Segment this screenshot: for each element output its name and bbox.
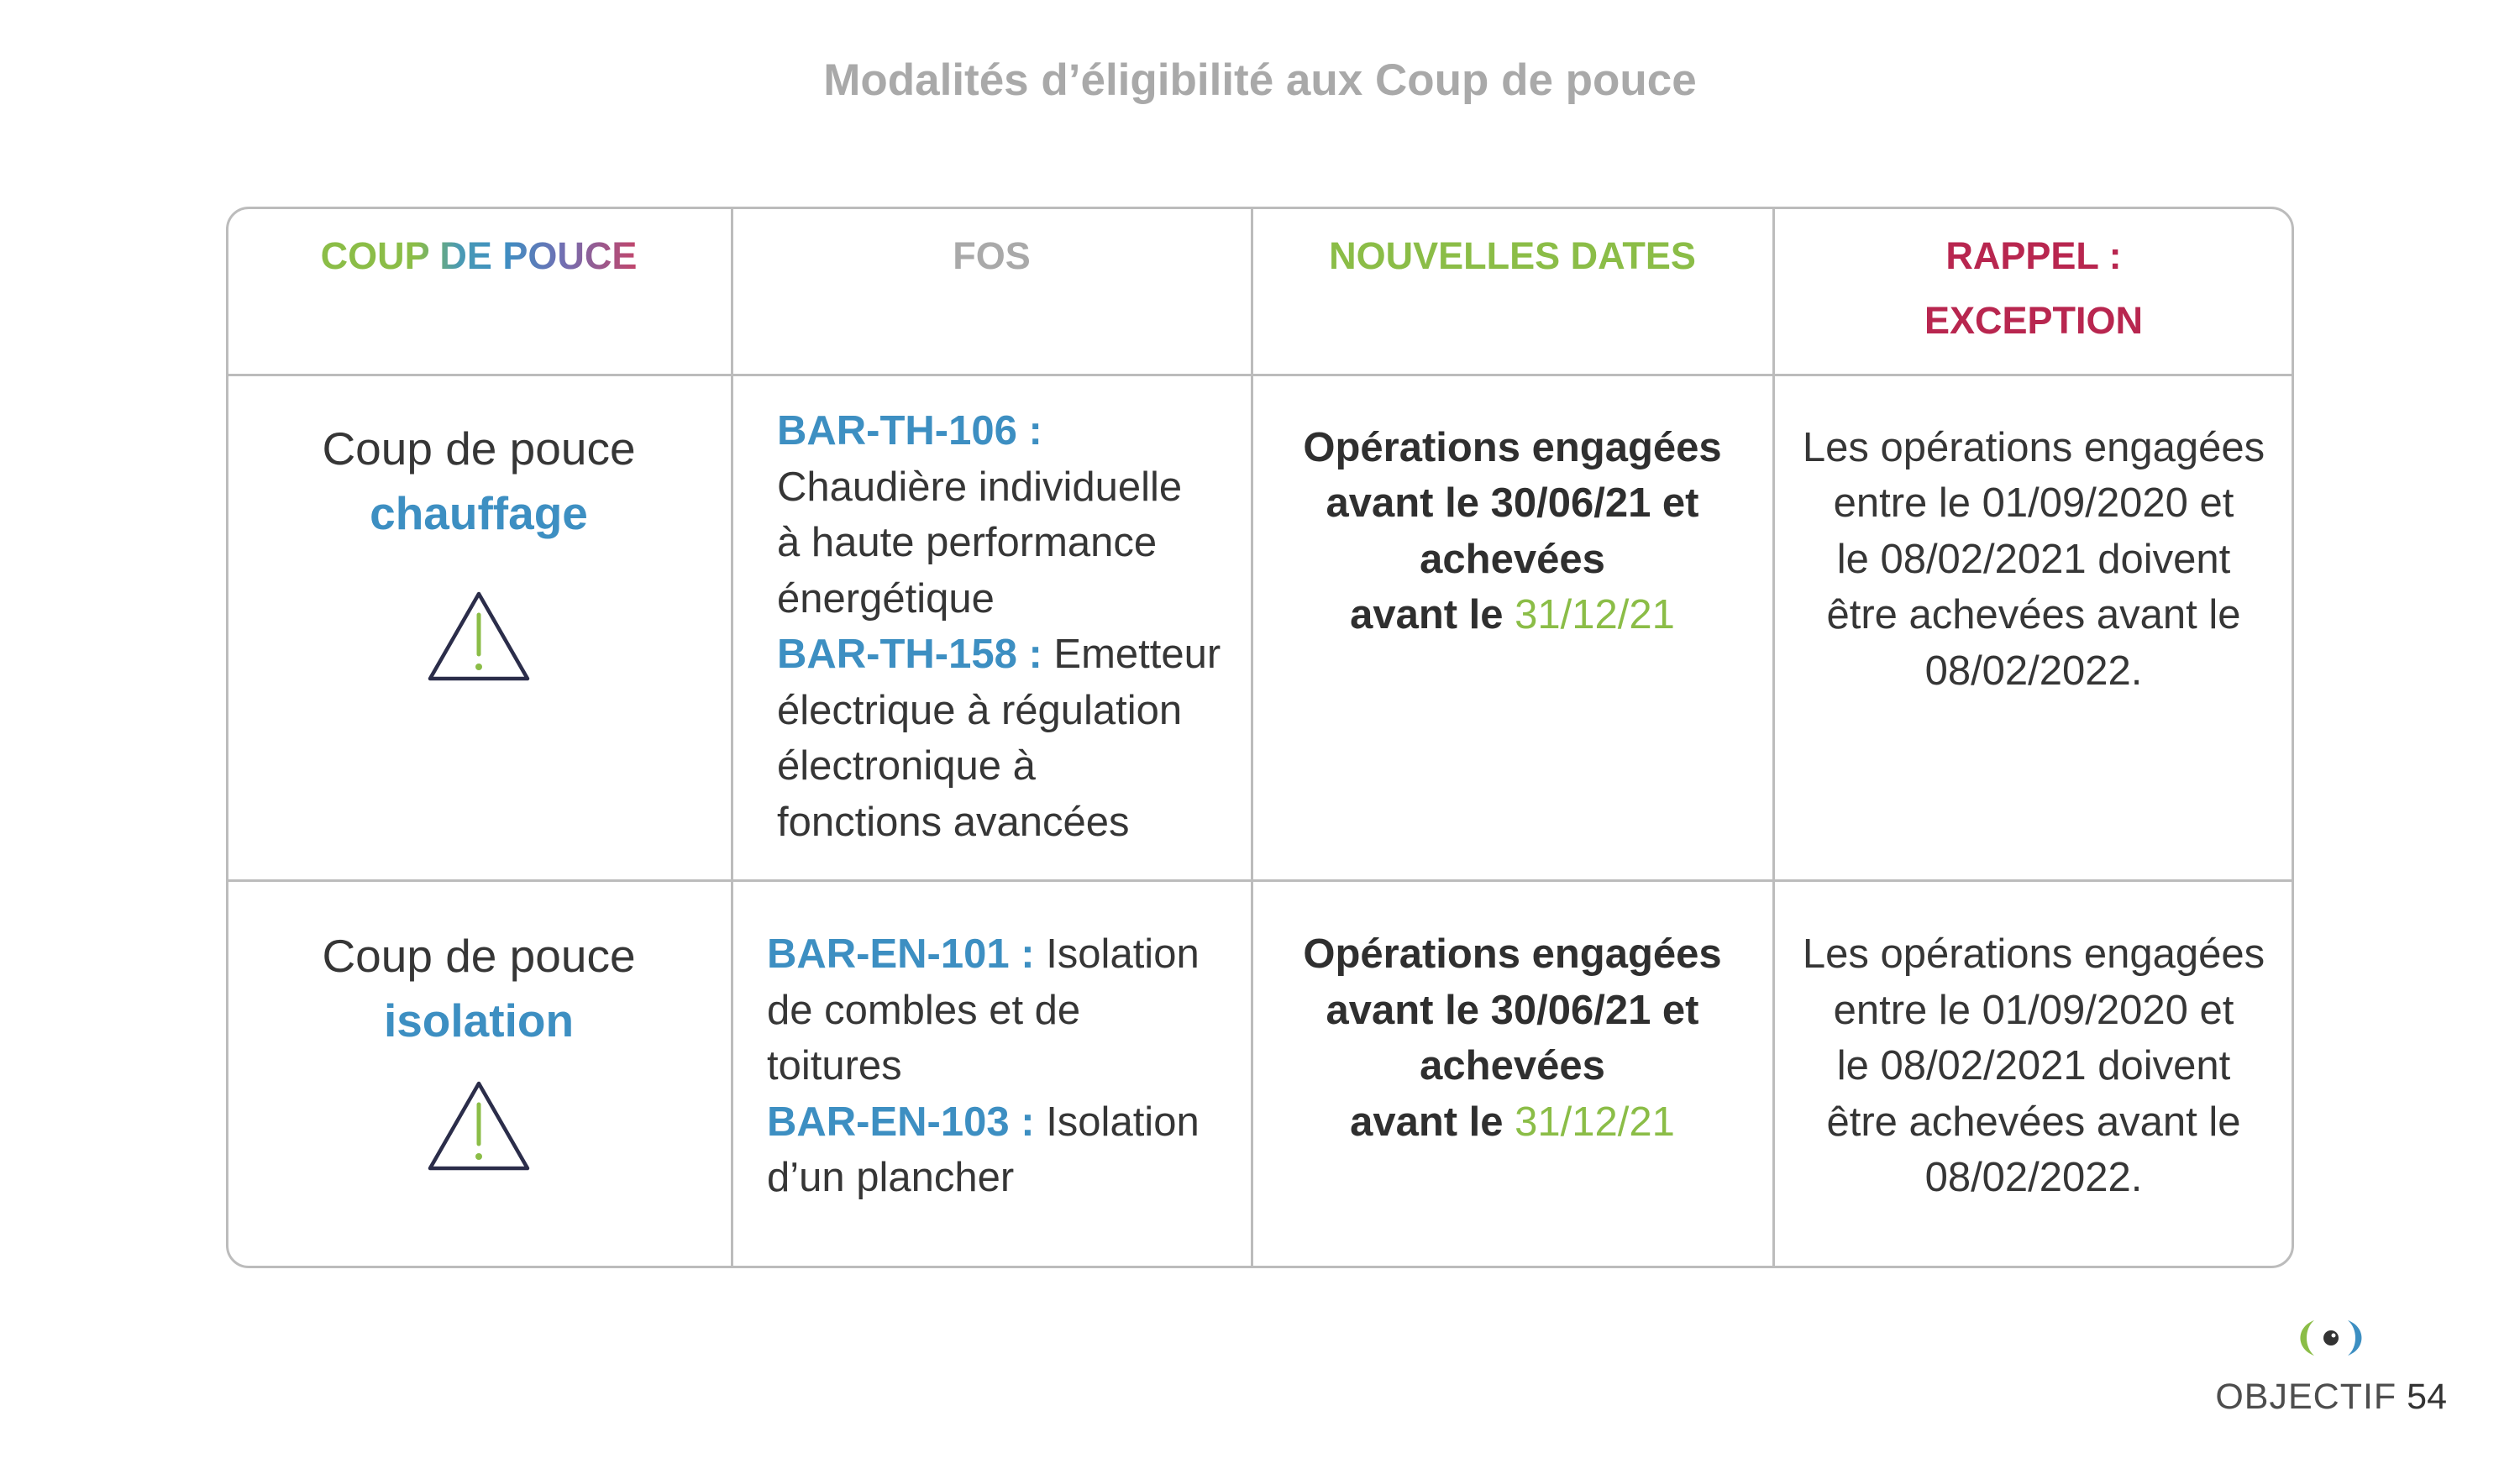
dates-prefix: avant le (1350, 1099, 1504, 1145)
header-coup-de-pouce (226, 223, 732, 288)
fos-line: de combles et de (767, 987, 1081, 1033)
rappel-line: Les opérations engagées (1802, 424, 2265, 470)
rappel-exception-cell (1773, 926, 2294, 1206)
fos-line (767, 926, 1200, 983)
rappel-line: Les opérations engagées (1802, 931, 2265, 977)
fos-line: électronique à (777, 743, 1036, 789)
header-fos: FOS (953, 234, 1031, 277)
eye-logo-icon (2289, 1319, 2373, 1357)
page-title: Modalités d’éligibilité aux Coup de pouce (823, 55, 1697, 105)
fos-list (777, 403, 1221, 850)
header-exception-line: EXCEPTION (1924, 299, 2144, 342)
column-divider (731, 207, 733, 1268)
dates-line: avant le 30/06/21 et (1326, 480, 1699, 526)
row-divider (226, 879, 2294, 882)
fos-code: BAR-EN-101 : (767, 931, 1035, 977)
dates-line (1252, 587, 1773, 643)
fos-list (767, 926, 1200, 1206)
rappel-exception-cell (1773, 420, 2294, 700)
page-footer (2215, 1376, 2447, 1418)
rappel-line: le 08/02/2021 doivent (1836, 1043, 2231, 1088)
fos-code: BAR-TH-106 : (777, 408, 1042, 454)
fos-description: Isolation (1046, 1099, 1200, 1145)
fos-description: Isolation (1046, 931, 1200, 977)
dates-line: achevées (1420, 536, 1605, 582)
warning-icon (426, 590, 532, 684)
rappel-line: être achevées avant le (1826, 1099, 2241, 1145)
fos-line: toitures (767, 1043, 902, 1088)
fos-code: BAR-EN-103 : (767, 1099, 1035, 1145)
brand-label: OBJECTIF (2215, 1377, 2397, 1417)
rappel-line: entre le 01/09/2020 et (1833, 480, 2234, 526)
header-rappel-line: RAPPEL : (1945, 234, 2122, 277)
rappel-line: 08/02/2022. (1924, 648, 2143, 694)
rappel-line: le 08/02/2021 doivent (1836, 536, 2231, 582)
rappel-line: être achevées avant le (1826, 592, 2241, 637)
header-rappel-exception (1773, 223, 2294, 353)
coup-de-pouce-label: Coup de pouce (322, 422, 636, 475)
fos-line (767, 1094, 1200, 1151)
warning-icon (426, 1079, 532, 1173)
nouvelles-dates-cell (1252, 926, 1773, 1150)
fos-line: électrique à régulation (777, 687, 1183, 733)
dates-line: Opérations engagées (1303, 424, 1722, 470)
deadline-date: 31/12/21 (1515, 592, 1675, 637)
row-divider (226, 374, 2294, 376)
coup-de-pouce-type: chauffage (370, 487, 588, 539)
fos-code: BAR-TH-158 : (777, 632, 1042, 677)
header-coup-de-pouce-label: COUP DE POUCE (320, 234, 638, 277)
fos-line (777, 627, 1221, 683)
deadline-date: 31/12/21 (1515, 1099, 1675, 1145)
dates-line (1252, 1094, 1773, 1151)
rappel-line: entre le 01/09/2020 et (1833, 987, 2234, 1033)
dates-line: achevées (1420, 1043, 1605, 1088)
page-number: 54 (2407, 1377, 2447, 1417)
fos-line: Chaudière individuelle (777, 464, 1183, 510)
fos-line: énergétique (777, 575, 995, 622)
fos-line: fonctions avancées (777, 799, 1130, 845)
fos-description: Emetteur (1053, 632, 1221, 677)
coup-de-pouce-label: Coup de pouce (322, 930, 636, 982)
rappel-line: 08/02/2022. (1924, 1155, 2143, 1200)
nouvelles-dates-cell (1252, 420, 1773, 643)
header-nouvelles-dates: NOUVELLES DATES (1329, 234, 1696, 277)
dates-line: Opérations engagées (1303, 931, 1722, 977)
fos-line: d’un plancher (767, 1155, 1015, 1200)
fos-line (777, 403, 1221, 459)
coup-de-pouce-cell (226, 924, 732, 1053)
dates-prefix: avant le (1350, 592, 1504, 637)
coup-de-pouce-type: isolation (383, 994, 575, 1046)
dates-line: avant le 30/06/21 et (1326, 987, 1699, 1033)
fos-line: à haute performance (777, 520, 1158, 565)
coup-de-pouce-cell (226, 417, 732, 546)
